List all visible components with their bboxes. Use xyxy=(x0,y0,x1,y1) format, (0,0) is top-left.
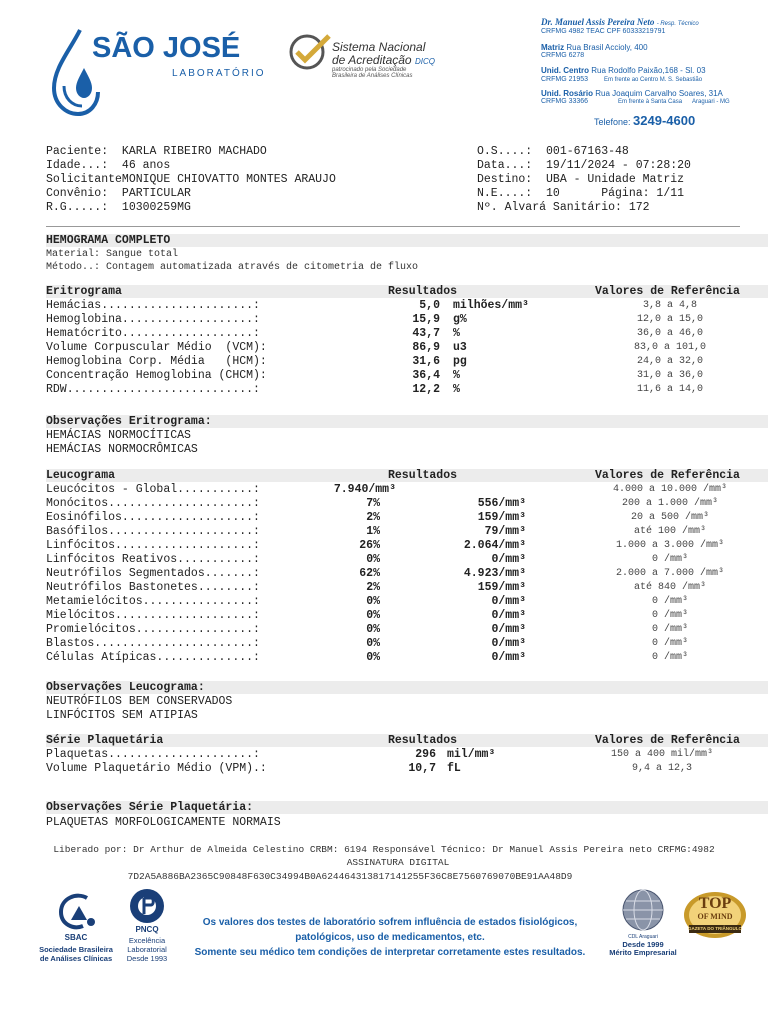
table-row-value: 296 xyxy=(415,748,436,761)
rosario-crf: CRFMG 33366 xyxy=(541,98,589,105)
table-row-name: RDW...........................: xyxy=(46,383,260,396)
table-row-name: Concentração Hemoglobina (CHCM): xyxy=(46,369,267,382)
brand-subtitle: LABORATÓRIO xyxy=(172,68,266,79)
pncq-line2: Laboratorial xyxy=(127,945,167,954)
leuco-global-value: 7.940/mm³ xyxy=(333,483,396,496)
table-row-value: 5,0 xyxy=(419,299,440,312)
check-seal-icon xyxy=(287,32,333,70)
table-row-value: 86,9 xyxy=(412,341,440,354)
obs-eritrograma-line: HEMÁCIAS NORMOCRÔMICAS xyxy=(46,443,198,456)
order-date: Data...: 19/11/2024 - 07:28:20 xyxy=(477,159,691,172)
table-row-absolute: 159/mm³ xyxy=(477,511,526,524)
table-row-ref: 0 /mm³ xyxy=(651,596,688,607)
table-row-percent: 0% xyxy=(366,651,380,664)
table-row-name: Promielócitos.................: xyxy=(46,623,260,636)
order-destination: Destino: UBA - Unidade Matriz xyxy=(477,173,685,186)
table-row-percent: 2% xyxy=(366,511,380,524)
patient-insurance: Convênio: PARTICULAR xyxy=(46,187,191,200)
table-row-name: Hemoglobina...................: xyxy=(46,313,260,326)
top-line3: GAZETA DO TRIÂNGULO xyxy=(688,926,742,931)
obs-leucograma-line: LINFÓCITOS SEM ATIPIAS xyxy=(46,709,198,722)
exam-material: Material: Sangue total xyxy=(46,249,179,260)
patient-requester: SolicitanteMONIQUE CHIOVATTO MONTES ARAUJO xyxy=(46,173,336,186)
table-row-absolute: 159/mm³ xyxy=(477,581,526,594)
obs-leucograma-line: NEUTRÓFILOS BEM CONSERVADOS xyxy=(46,695,233,708)
table-row-name: Monócitos.....................: xyxy=(46,497,260,510)
table-row-name: Blastos.......................: xyxy=(46,637,260,650)
sanitary-license: Nº. Alvará Sanitário: 172 xyxy=(477,201,650,214)
centro-note: Em frente ao Centro M. S. Sebastião xyxy=(604,77,703,83)
table-row-unit: milhões/mm³ xyxy=(453,299,529,312)
table-row-percent: 0% xyxy=(366,609,380,622)
obs-eritrograma-line: HEMÁCIAS NORMOCÍTICAS xyxy=(46,429,191,442)
table-row-ref: 2.000 a 7.000 /mm³ xyxy=(615,568,725,579)
table-row-ref: 11,6 a 14,0 xyxy=(636,384,703,395)
globe-icon xyxy=(620,889,666,931)
reference-header: Valores de Referência xyxy=(595,285,740,298)
phone-number: 3249-4600 xyxy=(633,113,696,128)
table-row-name: Hemácias......................: xyxy=(46,299,260,312)
pncq-abbr: PNCQ xyxy=(135,925,159,934)
released-by: Liberado por: Dr Arthur de Almeida Celestino CRBM: 6194 Responsável Técnico: Dr Manuel Assis Pereira neto CRFMG:4982 xyxy=(53,844,715,855)
sbac-line2: de Análises Clínicas xyxy=(39,954,113,963)
table-row-ref: até 100 /mm³ xyxy=(633,526,706,537)
table-row-percent: 1% xyxy=(366,525,380,538)
table-row-name: Basófilos.....................: xyxy=(46,525,260,538)
reference-header: Valores de Referência xyxy=(595,734,740,747)
table-row-name: Metamielócitos................: xyxy=(46,595,260,608)
table-row-absolute: 0/mm³ xyxy=(491,623,526,636)
table-row-ref: 150 a 400 mil/mm³ xyxy=(610,749,714,760)
top-line2: OF MIND xyxy=(697,912,733,921)
pncq-icon xyxy=(126,888,168,924)
table-row-percent: 62% xyxy=(359,567,380,580)
table-row-value: 10,7 xyxy=(408,762,436,775)
table-row-ref: 12,0 a 15,0 xyxy=(636,314,703,325)
table-row-absolute: 0/mm³ xyxy=(491,651,526,664)
rosario-address: Rua Joaquim Carvalho Soares, 31A xyxy=(595,89,723,98)
table-row-ref: 0 /mm³ xyxy=(651,624,688,635)
table-row-absolute: 0/mm³ xyxy=(491,553,526,566)
matriz-address: Rua Brasil Accioly, 400 xyxy=(566,43,648,52)
table-row-ref: até 840 /mm³ xyxy=(633,582,706,593)
order-ne-page: N.E....: 10 Página: 1/11 xyxy=(477,187,685,200)
table-row-percent: 7% xyxy=(366,497,380,510)
table-row-name: Hematócrito...................: xyxy=(46,327,260,340)
eritrograma-title: Eritrograma xyxy=(46,285,122,298)
table-row-name: Volume Plaquetário Médio (VPM).: xyxy=(46,762,267,775)
leucograma-title: Leucograma xyxy=(46,469,116,482)
table-row-unit: g% xyxy=(453,313,467,326)
table-row-name: Mielócitos....................: xyxy=(46,609,260,622)
table-row-percent: 0% xyxy=(366,553,380,566)
table-row-value: 31,6 xyxy=(412,355,440,368)
table-row-name: Hemoglobina Corp. Média (HCM): xyxy=(46,355,267,368)
pncq-line3: Desde 1993 xyxy=(126,954,168,963)
obs-eritrograma-title: Observações Eritrograma: xyxy=(46,415,212,428)
table-row-absolute: 556/mm³ xyxy=(477,497,526,510)
table-row-percent: 0% xyxy=(366,595,380,608)
table-row-value: 43,7 xyxy=(412,327,440,340)
table-row-absolute: 79/mm³ xyxy=(484,525,526,538)
table-row-ref: 0 /mm³ xyxy=(651,610,688,621)
pncq-line1: Excelência xyxy=(128,936,166,945)
patient-rg: R.G.....: 10300259MG xyxy=(46,201,191,214)
table-row-percent: 0% xyxy=(366,637,380,650)
table-row-ref: 0 /mm³ xyxy=(651,554,688,565)
table-row-unit: pg xyxy=(453,355,467,368)
sna-badge: DICQ xyxy=(414,57,435,66)
sbac-line1: Sociedade Brasileira xyxy=(39,945,113,954)
rosario-note: Em frente à Santa Casa xyxy=(618,99,683,105)
table-row-absolute: 0/mm³ xyxy=(491,637,526,650)
table-row-ref: 83,0 a 101,0 xyxy=(633,342,706,353)
doctor-crf: CRFMG 4982 TEAC CPF 60333219791 xyxy=(541,28,666,35)
phone-label: Telefone: xyxy=(594,117,631,127)
results-header: Resultados xyxy=(388,469,458,482)
divider xyxy=(46,226,740,227)
digital-signature-label: ASSINATURA DIGITAL xyxy=(346,857,450,868)
table-row-percent: 0% xyxy=(366,623,380,636)
table-row-ref: 24,0 a 32,0 xyxy=(636,356,703,367)
table-row-ref: 1.000 a 3.000 /mm³ xyxy=(615,540,725,551)
table-row-ref: 3,8 a 4,8 xyxy=(642,300,697,311)
doctor-role: - Resp. Técnico xyxy=(656,21,699,27)
table-row-ref: 31,0 a 36,0 xyxy=(636,370,703,381)
table-row-name: Plaquetas.....................: xyxy=(46,748,260,761)
obs-plaquetaria-line: PLAQUETAS MORFOLOGICAMENTE NORMAIS xyxy=(46,816,281,829)
brand-name: SÃO JOSÉ xyxy=(92,32,241,64)
table-row-unit: % xyxy=(453,383,460,396)
table-row-unit: mil/mm³ xyxy=(447,748,496,761)
leuco-global-name: Leucócitos - Global...........: xyxy=(46,483,260,496)
sbac-icon xyxy=(53,892,99,932)
sna-line2: de Acreditação xyxy=(332,53,412,67)
table-row-name: Células Atípicas..............: xyxy=(46,651,260,664)
rosario-city: Araguari - MG xyxy=(692,99,730,105)
table-row-name: Neutrófilos Segmentados.......: xyxy=(46,567,260,580)
table-row-ref: 20 a 500 /mm³ xyxy=(630,512,709,523)
doctor-name: Dr. Manuel Assis Pereira Neto xyxy=(541,17,655,27)
table-row-absolute: 0/mm³ xyxy=(491,609,526,622)
table-row-absolute: 4.923/mm³ xyxy=(463,567,526,580)
cdl-small: CDL Araguari xyxy=(628,934,658,940)
cdl-line1: Desde 1999 xyxy=(622,940,664,949)
disclaimer-line3: Somente seu médico tem condições de interpretar corretamente estes resultados. xyxy=(194,947,586,958)
order-number: O.S....: 001-67163-48 xyxy=(477,145,629,158)
exam-title: HEMOGRAMA COMPLETO xyxy=(46,234,171,247)
centro-address: Rua Rodolfo Paixão,168 - Sl. 03 xyxy=(591,66,706,75)
table-row-unit: fL xyxy=(447,762,461,775)
table-row-value: 15,9 xyxy=(412,313,440,326)
signature-hash: 7D2A5A886BA2365C90848F630C34994B0A624464313817141255F36C8E7560769070BE91AA48D9 xyxy=(127,871,573,882)
cdl-line2: Mérito Empresarial xyxy=(609,948,677,957)
table-row-unit: % xyxy=(453,327,460,340)
obs-plaquetaria-title: Observações Série Plaquetária: xyxy=(46,801,254,814)
centro-label: Unid. Centro xyxy=(541,66,589,75)
leuco-global-ref: 4.000 a 10.000 /mm³ xyxy=(612,484,728,495)
sna-line1: Sistema Nacional xyxy=(332,40,426,54)
table-row-ref: 0 /mm³ xyxy=(651,638,688,649)
sna-small2: Brasileira de Análises Clínicas xyxy=(332,73,413,79)
table-row-percent: 2% xyxy=(366,581,380,594)
table-row-name: Linfócitos....................: xyxy=(46,539,260,552)
table-row-unit: % xyxy=(453,369,460,382)
sna-small1: patrocinado pela Sociedade xyxy=(332,67,407,73)
matriz-label: Matriz xyxy=(541,43,565,52)
sbac-abbr: SBAC xyxy=(64,933,88,942)
results-header: Resultados xyxy=(388,734,458,747)
table-row-ref: 9,4 a 12,3 xyxy=(631,763,692,774)
table-row-absolute: 0/mm³ xyxy=(491,595,526,608)
matriz-crf: CRFMG 6278 xyxy=(541,52,585,59)
rosario-label: Unid. Rosário xyxy=(541,89,594,98)
patient-age: Idade...: 46 anos xyxy=(46,159,171,172)
table-row-name: Linfócitos Reativos...........: xyxy=(46,553,260,566)
table-row-ref: 0 /mm³ xyxy=(651,652,688,663)
table-row-name: Neutrófilos Bastonetes........: xyxy=(46,581,260,594)
plaquetaria-title: Série Plaquetária xyxy=(46,734,164,747)
table-row-unit: u3 xyxy=(453,341,467,354)
exam-method: Método..: Contagem automatizada através de citometria de fluxo xyxy=(46,262,419,273)
table-row-value: 36,4 xyxy=(412,369,440,382)
patient-name: Paciente: KARLA RIBEIRO MACHADO xyxy=(46,145,267,158)
table-row-percent: 26% xyxy=(359,539,380,552)
table-row-name: Eosinófilos...................: xyxy=(46,511,260,524)
table-row-ref: 200 a 1.000 /mm³ xyxy=(621,498,718,509)
table-row-name: Volume Corpuscular Médio (VCM): xyxy=(46,341,267,354)
disclaimer-line1: Os valores dos testes de laboratório sofrem influência de estados fisiológicos, xyxy=(202,917,578,928)
disclaimer-line2: patológicos, uso de medicamentos, etc. xyxy=(295,932,485,943)
obs-leucograma-title: Observações Leucograma: xyxy=(46,681,205,694)
table-row-ref: 36,0 a 46,0 xyxy=(636,328,703,339)
table-row-value: 12,2 xyxy=(412,383,440,396)
reference-header: Valores de Referência xyxy=(595,469,740,482)
results-header: Resultados xyxy=(388,285,458,298)
table-row-absolute: 2.064/mm³ xyxy=(463,539,526,552)
centro-crf: CRFMG 21953 xyxy=(541,76,589,83)
top-line1: TOP xyxy=(698,895,732,912)
